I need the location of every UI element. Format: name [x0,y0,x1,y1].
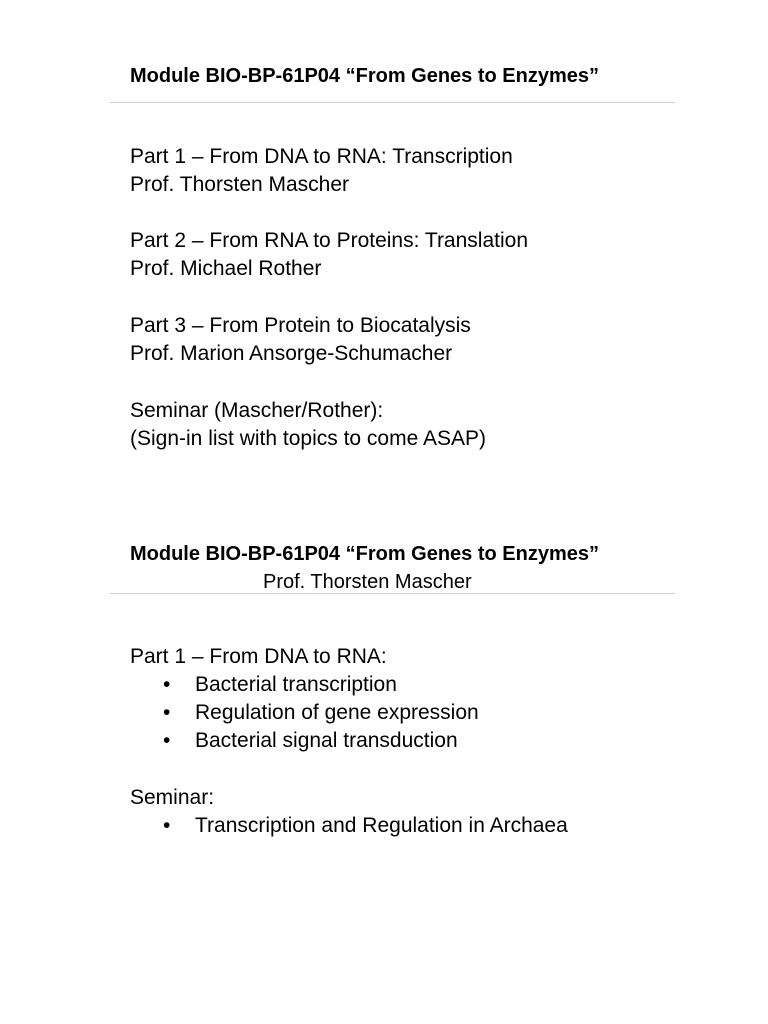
part-3-title: Part 3 – From Protein to Biocatalysis [130,314,471,337]
seminar-title: Seminar (Mascher/Rother): [130,399,384,422]
part-3-lecturer: Prof. Marion Ansorge-Schumacher [130,342,453,365]
part-1-lecturer: Prof. Thorsten Mascher [130,173,350,196]
slide-1-divider [110,102,675,103]
slide-2-subtitle: Prof. Thorsten Mascher [263,571,472,593]
list-item: Regulation of gene expression [195,701,479,724]
bullet-marker: • [163,673,171,696]
bullet-marker: • [163,729,171,752]
seminar-note: (Sign-in list with topics to come ASAP) [130,427,486,450]
part-1-heading: Part 1 – From DNA to RNA: [130,645,387,668]
slide-2-title: Module BIO-BP-61P04 “From Genes to Enzymes” [130,543,599,565]
part-2-lecturer: Prof. Michael Rother [130,257,322,280]
bullet-marker: • [163,814,171,837]
bullet-marker: • [163,701,171,724]
part-2-title: Part 2 – From RNA to Proteins: Translation [130,229,528,252]
seminar-heading: Seminar: [130,786,215,809]
part-1-title: Part 1 – From DNA to RNA: Transcription [130,145,513,168]
list-item: Bacterial signal transduction [195,729,458,752]
list-item: Bacterial transcription [195,673,397,696]
slide-2-divider [110,593,675,594]
slide-1-title: Module BIO-BP-61P04 “From Genes to Enzymes” [130,65,599,87]
list-item: Transcription and Regulation in Archaea [195,814,568,837]
